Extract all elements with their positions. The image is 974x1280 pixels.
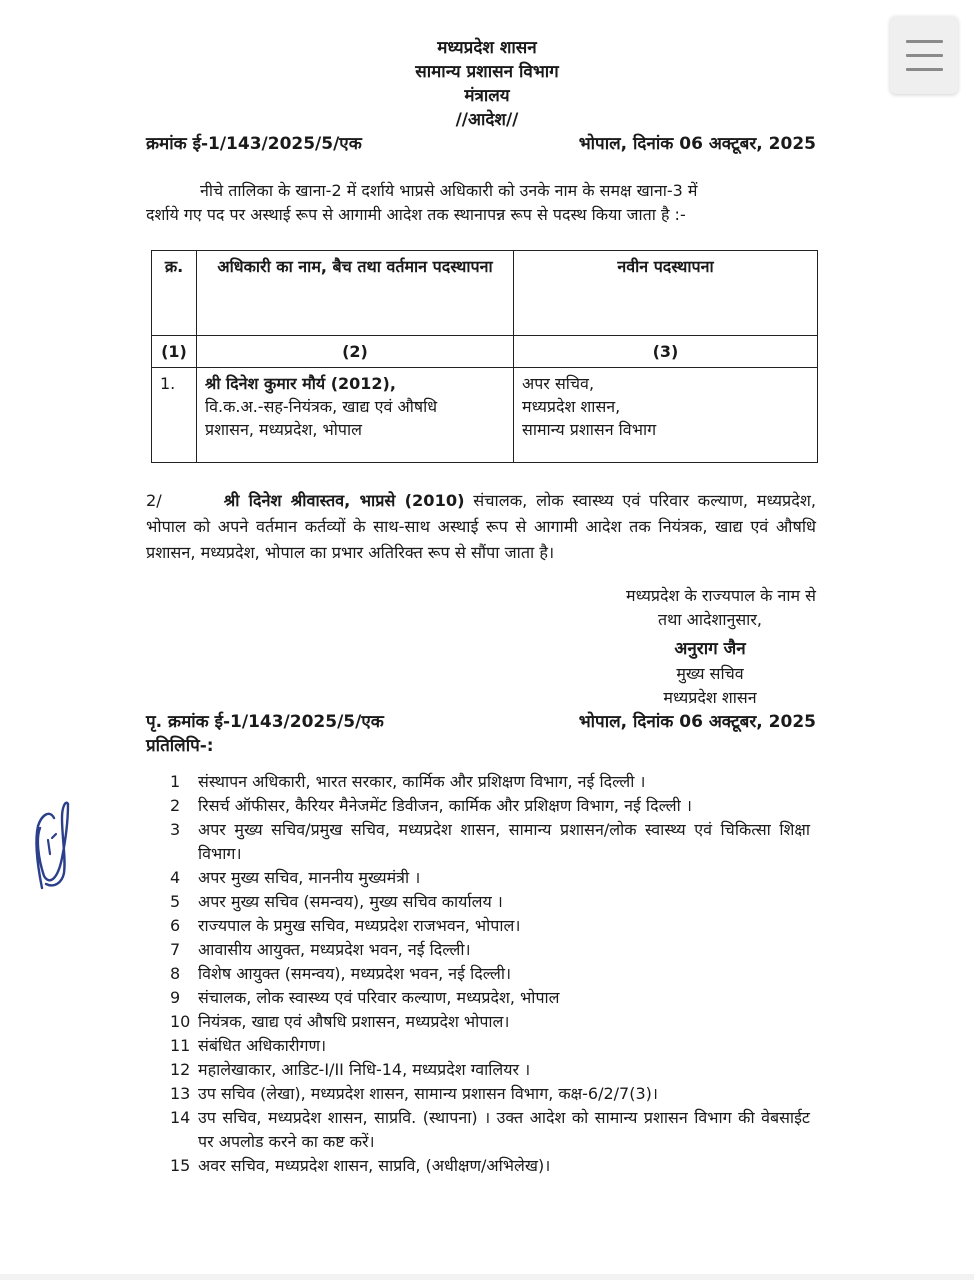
copy-label: प्रतिलिपि-:	[146, 736, 214, 756]
signatory-org: मध्यप्रदेश शासन	[663, 688, 757, 707]
header-serial: क्र.	[152, 251, 197, 336]
current-posting-line-1: वि.क.अ.-सह-नियंत्रक, खाद्य एवं औषधि	[205, 397, 438, 416]
column-number-row	[152, 336, 818, 368]
current-posting-line-2: प्रशासन, मध्यप्रदेश, भोपाल	[205, 420, 362, 439]
order-number: क्रमांक ई-1/143/2025/5/एक	[146, 134, 362, 154]
list-item: 1 संस्थापन अधिकारी, भारत सरकार, कार्मिक और प्रशिक्षण विभाग, नई दिल्ली ।	[170, 772, 646, 791]
header-officer: अधिकारी का नाम, बैच तथा वर्तमान पदस्थापना	[197, 251, 514, 336]
cell-officer	[197, 368, 514, 463]
list-item: 13 उप सचिव (लेखा), मध्यप्रदेश शासन, सामान्य प्रशासन विभाग, कक्ष-6/2/7(3)।	[170, 1084, 658, 1103]
signatory-designation: मुख्य सचिव	[676, 664, 744, 683]
signature-authority-1: मध्यप्रदेश के राज्यपाल के नाम से	[626, 586, 816, 605]
order-date: भोपाल, दिनांक 06 अक्टूबर, 2025	[578, 134, 816, 154]
initials-icon	[28, 798, 88, 898]
cell-new-posting	[514, 368, 818, 463]
list-item: 9 संचालक, लोक स्वास्थ्य एवं परिवार कल्याण, मध्यप्रदेश, भोपाल	[170, 988, 560, 1007]
copy-distribution-list	[170, 770, 810, 1178]
header-order-title: //आदेश//	[455, 110, 519, 130]
intro-line-1: नीचे तालिका के खाना-2 में दर्शाये भाप्रसे अधिकारी को उनके नाम के समक्ष खाना-3 में	[200, 181, 698, 200]
para2-officer: श्री दिनेश श्रीवास्तव, भाप्रसे (2010)	[223, 491, 465, 510]
table-row	[152, 368, 818, 463]
copy-order-date: भोपाल, दिनांक 06 अक्टूबर, 2025	[578, 712, 816, 732]
header-department: सामान्य प्रशासन विभाग	[415, 62, 559, 82]
header-government: मध्यप्रदेश शासन	[437, 38, 537, 58]
table-header-row	[152, 251, 818, 336]
para2-prefix: 2/	[146, 491, 162, 510]
header-new-posting: नवीन पदस्थापना	[514, 251, 818, 336]
posting-table	[151, 250, 818, 463]
intro-line-2: दर्शाये गए पद पर अस्थाई रूप से आगामी आदेश तक स्थानापन्न रूप से पदस्थ किया जाता है :-	[146, 205, 686, 224]
bottom-edge	[0, 1274, 974, 1280]
new-posting-line-1: अपर सचिव,	[522, 374, 595, 393]
list-item: 15 अवर सचिव, मध्यप्रदेश शासन, साप्रवि, (अधीक्षण/अभिलेख)।	[170, 1156, 551, 1175]
list-item: 5 अपर मुख्य सचिव (समन्वय), मुख्य सचिव कार्यालय ।	[170, 892, 503, 911]
header-ministry: मंत्रालय	[464, 86, 510, 106]
signatory-name: अनुराग जैन	[674, 639, 746, 659]
list-item: 12 महालेखाकार, आडिट-I/II निधि-14, मध्यप्रदेश ग्वालियर ।	[170, 1060, 531, 1079]
list-item: 3 अपर मुख्य सचिव/प्रमुख सचिव, मध्यप्रदेश शासन, सामान्य प्रशासन/लोक स्वास्थ्य एवं चिकित्सा शिक्षा विभाग।	[170, 820, 810, 863]
colnum-1: (1)	[152, 336, 197, 368]
list-item: 8 विशेष आयुक्त (समन्वय), मध्यप्रदेश भवन, नई दिल्ली।	[170, 964, 512, 983]
handwritten-initials	[28, 798, 88, 898]
new-posting-line-2: मध्यप्रदेश शासन,	[522, 397, 621, 416]
signature-authority-2: तथा आदेशानुसार,	[658, 610, 762, 629]
colnum-2: (2)	[197, 336, 514, 368]
list-item: 10 नियंत्रक, खाद्य एवं औषधि प्रशासन, मध्यप्रदेश भोपाल।	[170, 1012, 510, 1031]
cell-serial: 1.	[152, 368, 197, 463]
para2-text: संचालक, लोक स्वास्थ्य एवं परिवार कल्याण, मध्यप्रदेश, भोपाल को अपने वर्तमान कर्तव्यों के साथ-साथ अस्थाई रूप से आगामी आदेश तक नियंत्रक, खाद्य एवं औषधि प्रशासन, मध्यप्रदेश, भोपाल का प्रभार अतिरिक्त रूप से सौंपा जाता है।	[146, 491, 816, 562]
officer-name: श्री दिनेश कुमार मौर्य (2012),	[205, 374, 396, 393]
list-item: 4 अपर मुख्य सचिव, माननीय मुख्यमंत्री ।	[170, 868, 421, 887]
colnum-3: (3)	[514, 336, 818, 368]
copy-order-number: पृ. क्रमांक ई-1/143/2025/5/एक	[146, 712, 384, 732]
list-item: 11 संबंधित अधिकारीगण।	[170, 1036, 327, 1055]
paragraph-2	[146, 488, 816, 566]
new-posting-line-3: सामान्य प्रशासन विभाग	[522, 420, 657, 439]
list-item: 14 उप सचिव, मध्यप्रदेश शासन, साप्रवि. (स्थापना) । उक्त आदेश को सामान्य प्रशासन विभाग की वेबसाईट पर अपलोड करने का कष्ट करें।	[170, 1108, 810, 1151]
list-item: 6 राज्यपाल के प्रमुख सचिव, मध्यप्रदेश राजभवन, भोपाल।	[170, 916, 521, 935]
list-item: 2 रिसर्च ऑफीसर, कैरियर मैनेजमेंट डिवीजन, कार्मिक और प्रशिक्षण विभाग, नई दिल्ली ।	[170, 796, 692, 815]
list-item: 7 आवासीय आयुक्त, मध्यप्रदेश भवन, नई दिल्ली।	[170, 940, 471, 959]
